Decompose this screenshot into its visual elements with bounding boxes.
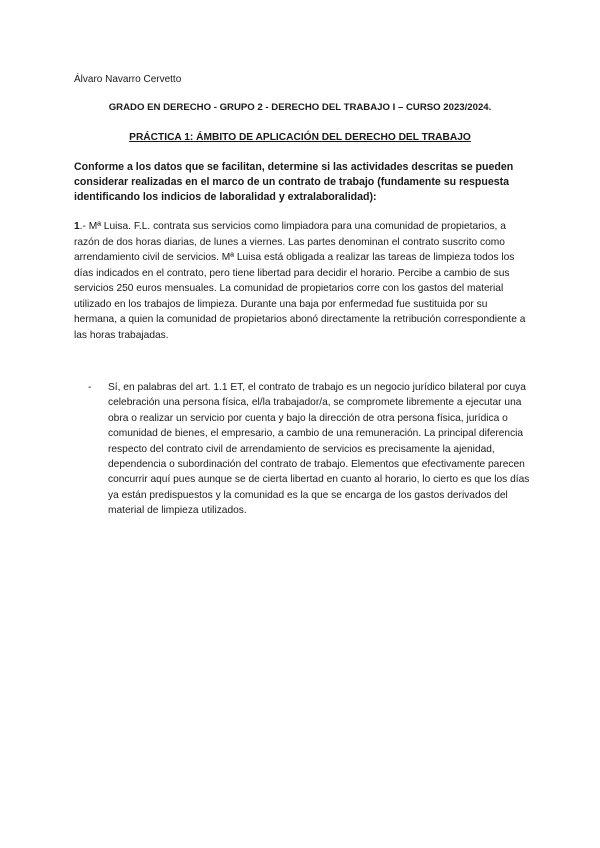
answer-text: Sí, en palabras del art. 1.1 ET, el contrato de trabajo es un negocio jurídico bilateral por cuya celebración una persona física, el/la trabajador/a, se compromete libremente a ejecutar una obra o realizar un servicio por cuenta y bajo la dirección de otra persona física, jurídica o comunidad de bienes, el empresario, a cambio de una remuneración. La principal diferencia respecto del contrato civil de arrendamiento de servicios es precisamente la ajenidad, dependencia o subordinación del contrato de trabajo. Elementos que efectivamente parecen concurrir aquí pues aunque se de cierta libertad en cuanto al horario, lo cierto es que los días ya están predispuestos y la comunidad es la que se encarga de los gastos derivados del material de limpieza utilizados. <box>108 382 530 517</box>
answer-list-item <box>88 380 534 519</box>
author-name: Álvaro Navarro Cervetto <box>74 74 182 85</box>
question-paragraph <box>74 219 526 343</box>
course-header: GRADO EN DERECHO - GRUPO 2 - DERECHO DEL TRABAJO I – CURSO 2023/2024. <box>108 102 492 113</box>
question-number: 1 <box>74 221 80 232</box>
bullet-marker: - <box>88 382 92 393</box>
practice-title: PRÁCTICA 1: ÁMBITO DE APLICACIÓN DEL DERECHO DEL TRABAJO <box>129 132 471 143</box>
question-text: .- Mª Luisa. F.L. contrata sus servicios como limpiadora para una comunidad de propietarios, a razón de dos horas diarias, de lunes a viernes. Las partes denominan el contrato suscrito como arrendamiento civil de servicios. Mª Luisa está obligada a realizar las tareas de limpieza todos los días indicados en el contrato, pero tiene libertad para decidir el horario. Percibe a cambio de sus servicios 250 euros mensuales. La comunidad de propietarios corre con los gastos del material utilizado en los trabajos de limpieza. Durante una baja por enfermedad fue sustituida por su hermana, a quien la comunidad de propietarios abonó directamente la retribución correspondiente a las horas trabajadas. <box>74 221 526 341</box>
instructions-paragraph: Conforme a los datos que se facilitan, determine si las actividades descritas se pueden considerar realizadas en el marco de un contrato de trabajo (fundamente su respuesta identificando los indicios de laboralidad y extralaboralidad): <box>74 161 514 203</box>
